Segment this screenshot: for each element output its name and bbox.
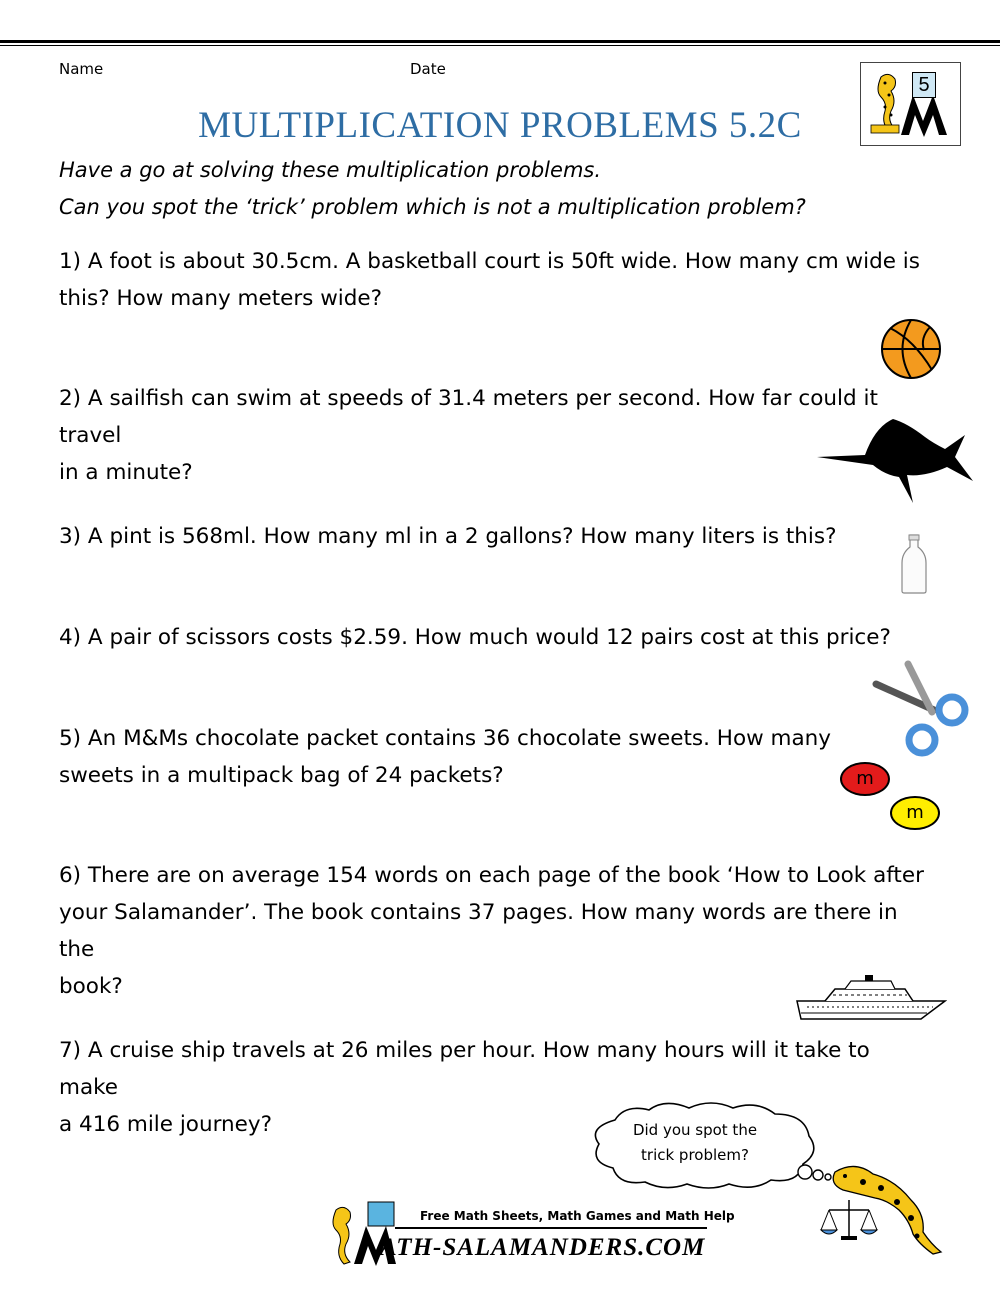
intro-line-1: Have a go at solving these multiplication problems.	[59, 158, 602, 182]
milk-bottle-icon	[900, 533, 928, 595]
salamander-scales-icon	[815, 1160, 945, 1260]
question-2-line-2: in a minute?	[59, 460, 193, 485]
name-label: Name	[59, 60, 104, 78]
page-title: MULTIPLICATION PROBLEMS 5.2C	[198, 105, 802, 146]
grade-badge: 5	[912, 72, 936, 98]
top-rule-thin	[0, 45, 1000, 46]
date-label: Date	[410, 60, 446, 78]
question-4-line-1: 4) A pair of scissors costs $2.59. How much would 12 pairs cost at this price?	[59, 625, 891, 650]
question-6-line-3: book?	[59, 974, 123, 999]
question-6-line-1: 6) There are on average 154 words on each page of the book ‘How to Look after	[59, 863, 924, 888]
basketball-icon	[880, 318, 942, 380]
question-1-line-1: 1) A foot is about 30.5cm. A basketball court is 50ft wide. How many cm wide is	[59, 249, 920, 274]
question-2	[59, 380, 929, 491]
thought-bubble-line-2: trick problem?	[641, 1146, 749, 1164]
question-4	[59, 619, 929, 656]
ship-icon	[795, 975, 947, 1023]
question-2-line-1: 2) A sailfish can swim at speeds of 31.4 meters per second. How far could it travel	[59, 386, 878, 448]
footer-tagline: Free Math Sheets, Math Games and Math Help	[420, 1209, 735, 1223]
question-7-line-2: a 416 mile journey?	[59, 1112, 273, 1137]
question-5-line-1: 5) An M&Ms chocolate packet contains 36 chocolate sweets. How many	[59, 726, 832, 751]
thought-bubble-text	[615, 1118, 775, 1168]
intro-line-2: Can you spot the ‘trick’ problem which is not a multiplication problem?	[59, 195, 806, 219]
yellow-candy-icon: m	[890, 796, 940, 830]
question-1-line-2: this? How many meters wide?	[59, 286, 383, 311]
top-rule	[0, 40, 1000, 43]
footer-rule	[395, 1227, 707, 1229]
question-3	[59, 518, 929, 555]
question-6-line-2: your Salamander’. The book contains 37 pages. How many words are there in the	[59, 900, 898, 962]
question-5-line-2: sweets in a multipack bag of 24 packets?	[59, 763, 504, 788]
footer-site-name: ATH-SALAMANDERS.COM	[380, 1234, 706, 1261]
thought-bubble-line-1: Did you spot the	[632, 1121, 758, 1139]
sailfish-icon	[815, 415, 975, 510]
question-3-line-1: 3) A pint is 568ml. How many ml in a 2 gallons? How many liters is this?	[59, 524, 837, 549]
red-candy-icon: m	[840, 762, 890, 796]
question-7-line-1: 7) A cruise ship travels at 26 miles per hour. How many hours will it take to make	[59, 1038, 870, 1100]
question-5	[59, 720, 929, 794]
scissors-icon	[872, 660, 972, 760]
question-1	[59, 243, 929, 317]
